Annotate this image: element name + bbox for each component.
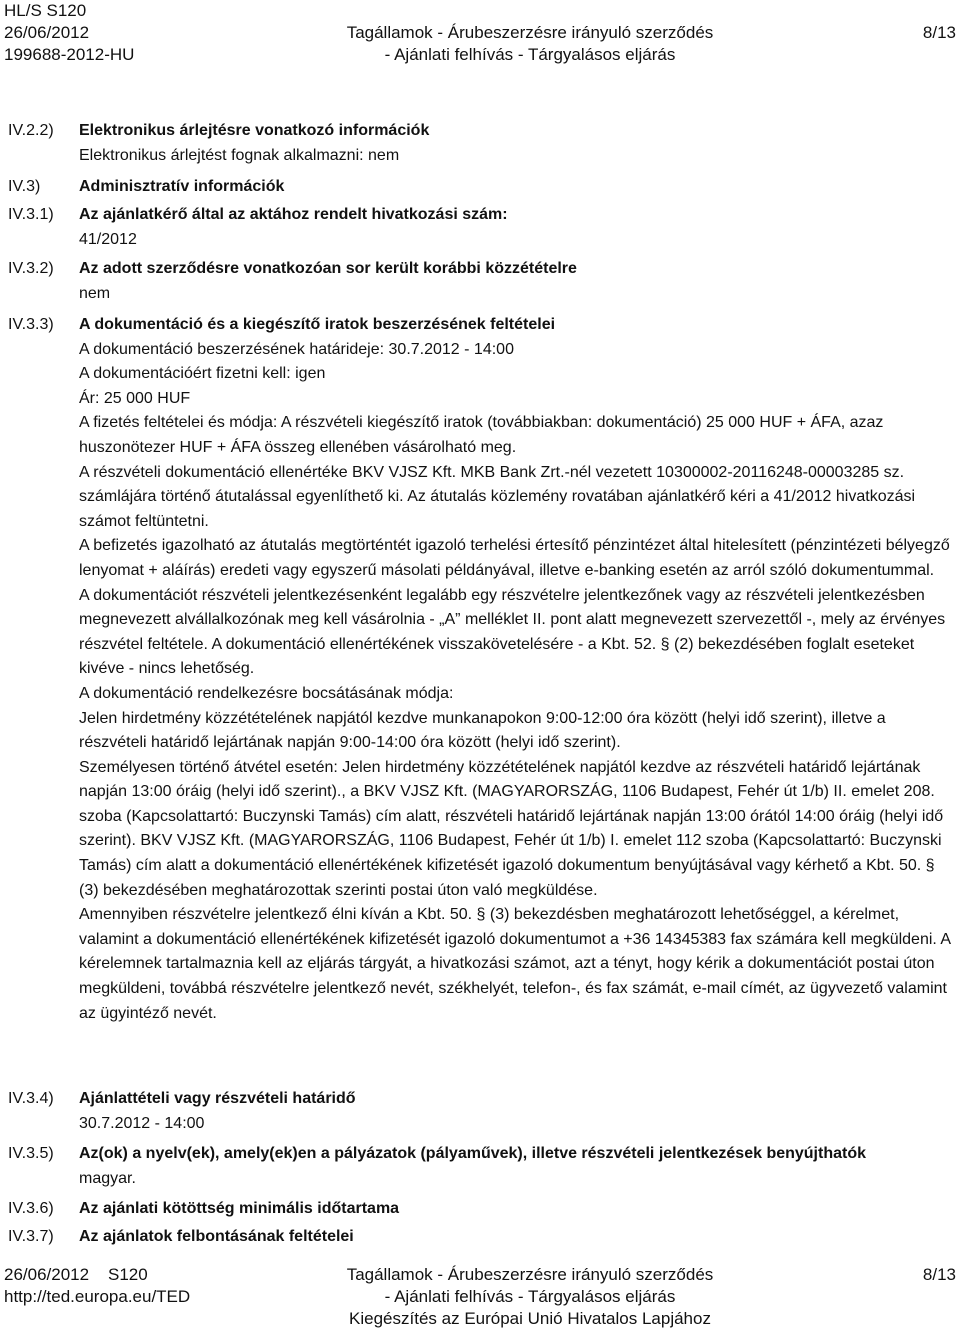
section-heading: Az adott szerződésre vonatkozóan sor került korábbi közzétételre [79, 260, 577, 277]
section-iv-3-1 [79, 203, 955, 252]
section-line: Elektronikus árlejtést fognak alkalmazni: nem [79, 146, 400, 164]
footer-url[interactable]: http://ted.europa.eu/TED [4, 1287, 191, 1306]
section-number: IV.3) [8, 178, 41, 195]
header-center [340, 22, 720, 66]
section-heading: A dokumentáció és a kiegészítő iratok beszerzésének feltételei [79, 316, 556, 333]
section-heading: Elektronikus árlejtésre vonatkozó információk [79, 122, 430, 139]
footer-title-line3: Kiegészítés az Európai Unió Hivatalos Lapjához [349, 1309, 711, 1328]
section-heading: Ajánlattételi vagy részvételi határidő [79, 1090, 356, 1107]
section-line: A dokumentáció rendelkezésre bocsátásának módja: [79, 684, 454, 702]
footer-title-line1: Tagállamok - Árubeszerzésre irányuló szerződés [346, 1265, 714, 1284]
section-line: Személyesen történő átvétel esetén: Jelen hirdetmény közzétételének napjától kezdve az részvételi határidő lejártának napján 13:00 óráig (helyi idő szerint)., a BKV VJSZ Kft. (MAGYARORSZÁG, 1106 Budapest, Fehér út 1/b) II. emelet 208. szoba (Kapcsolattartó: Buczynski Tamás) cím alatt, részvételi határidő lejártának napján 13:00 órától 14:00 óráig (helyi idő szerint). BKV VJSZ Kft. (MAGYARORSZÁG, 1106 Budapest, Fehér út 1/b) I. emelet 112 szoba (Kapcsolattartó: Buczynski Tamás) cím alatt a dokumentáció ellenértékének kifizetését igazoló dokumentum benyújtásával vagy kérhető a Kbt. 50. § (3) bekezdésében meghatározottak szerinti postai úton való megküldése. [79, 758, 944, 899]
header-doc-id: 199688-2012-HU [4, 45, 135, 64]
section-line: A fizetés feltételei és módja: A részvételi kiegészítő iratok (továbbiakban: dokumentáció) 25 000 HUF + ÁFA, azaz huszonötezer HUF + ÁFA összeg ellenében vásárolható meg. [79, 414, 884, 456]
section-iv-2-2 [79, 119, 955, 168]
section-line: A dokumentációt részvételi jelentkezésenként legalább egy részvételre jelentkezőnek vagy az részvételi jelentkezésben megnevezett alvállalkozónak meg kell vásárolnia - „A” melléklet II. pont alatt megnevezett szervezettől -, mely az érvényes részvétel feltétele. A dokumentáció ellenértékének visszakövetelésére - a Kbt. 52. § (2) bekezdésében foglalt eseteket kivéve - nincs lehetőség. [79, 586, 946, 678]
section-heading: Az ajánlatkérő által az aktához rendelt hivatkozási szám: [79, 206, 508, 223]
header-page: 8/13 [922, 23, 956, 42]
header-right [923, 22, 956, 44]
footer-center [310, 1264, 750, 1330]
section-line: 41/2012 [79, 230, 137, 248]
footer-series: S120 [108, 1265, 148, 1284]
footer-left [4, 1264, 190, 1308]
footer-page: 8/13 [922, 1265, 956, 1284]
section-number: IV.3.1) [8, 206, 54, 223]
footer-right [923, 1264, 956, 1286]
footer-date: 26/06/2012 [4, 1265, 90, 1284]
footer-title-line2: - Ajánlati felhívás - Tárgyalásos eljárás [384, 1287, 676, 1306]
section-line: magyar. [79, 1169, 136, 1187]
section-iv-3-7 [79, 1225, 955, 1250]
section-heading: Az ajánlatok felbontásának feltételei [79, 1228, 354, 1245]
header-ref-title: HL/S S120 [4, 1, 87, 20]
section-number: IV.3.5) [8, 1145, 54, 1162]
header-left [4, 0, 134, 66]
section-line: A részvételi dokumentáció ellenértéke BKV VJSZ Kft. MKB Bank Zrt.-nél vezetett 10300002-20116248-00003285 sz. számlájára történő átutalással egyenlíthető ki. Az átutalás közlemény rovatában ajánlatkérő kéri a 41/2012 hivatkozási számot feltüntetni. [79, 463, 916, 530]
section-line: nem [79, 284, 111, 302]
section-iv-3-4 [79, 1087, 955, 1136]
section-line: A dokumentációért fizetni kell: igen [79, 365, 326, 383]
section-line: A befizetés igazolható az átutalás megtörténtét igazoló terhelési értesítő pénzintézet által hitelesített (pénzintézeti bélyegző lenyomat + aláírás) eredeti vagy egyszerű másolati példányával, illetve e-banking esetén az arról szóló dokumentummal. [79, 537, 950, 579]
section-line: Amennyiben részvételre jelentkező élni kíván a Kbt. 50. § (3) bekezdésben meghatározott lehetőséggel, a kérelmet, valamint a dokumentáció ellenértékének kifizetését igazoló dokumentumot a +36 14345383 fax számára kell megküldeni. A kérelemnek tartalmaznia kell az eljárás tárgyát, a hivatkozási számot, azt a tényt, hogy kérik a dokumentációt postai úton megküldeni, továbbá részvételre jelentkező nevét, székhelyét, telefon-, és fax számát, e-mail címét, az ügyvezető valamint az ügyintéző nevét. [79, 906, 951, 1022]
section-number: IV.2.2) [8, 122, 54, 139]
section-heading: Az(ok) a nyelv(ek), amely(ek)en a pályázatok (pályaművek), illetve részvételi jelentkezések benyújthatók [79, 1145, 866, 1162]
header-title-line2: - Ajánlati felhívás - Tárgyalásos eljárás [384, 45, 676, 64]
section-number: IV.3.6) [8, 1200, 54, 1217]
section-line: Ár: 25 000 HUF [79, 389, 191, 407]
section-heading: Az ajánlati kötöttség minimális időtartama [79, 1200, 400, 1217]
section-heading: Adminisztratív információk [79, 178, 285, 195]
header-date: 26/06/2012 [4, 23, 90, 42]
section-iv-3-6 [79, 1197, 955, 1222]
section-line: 30.7.2012 - 14:00 [79, 1114, 205, 1132]
section-number: IV.3.3) [8, 316, 54, 333]
section-iv-3-2 [79, 257, 955, 306]
section-iv-3 [79, 175, 955, 200]
section-line: Jelen hirdetmény közzétételének napjától kezdve munkanapokon 9:00-12:00 óra között (helyi idő szerint), illetve a részvételi határidő lejártának napján 9:00-14:00 óra között (helyi idő szerint). [79, 709, 886, 752]
footer-date-line [4, 1264, 190, 1286]
section-line: A dokumentáció beszerzésének határideje: 30.7.2012 - 14:00 [79, 340, 514, 358]
section-iv-3-5 [79, 1142, 955, 1191]
section-iv-3-3 [79, 313, 955, 1026]
header-title-line1: Tagállamok - Árubeszerzésre irányuló szerződés [346, 23, 714, 42]
section-number: IV.3.2) [8, 260, 54, 277]
section-number: IV.3.7) [8, 1228, 54, 1245]
section-number: IV.3.4) [8, 1090, 54, 1107]
